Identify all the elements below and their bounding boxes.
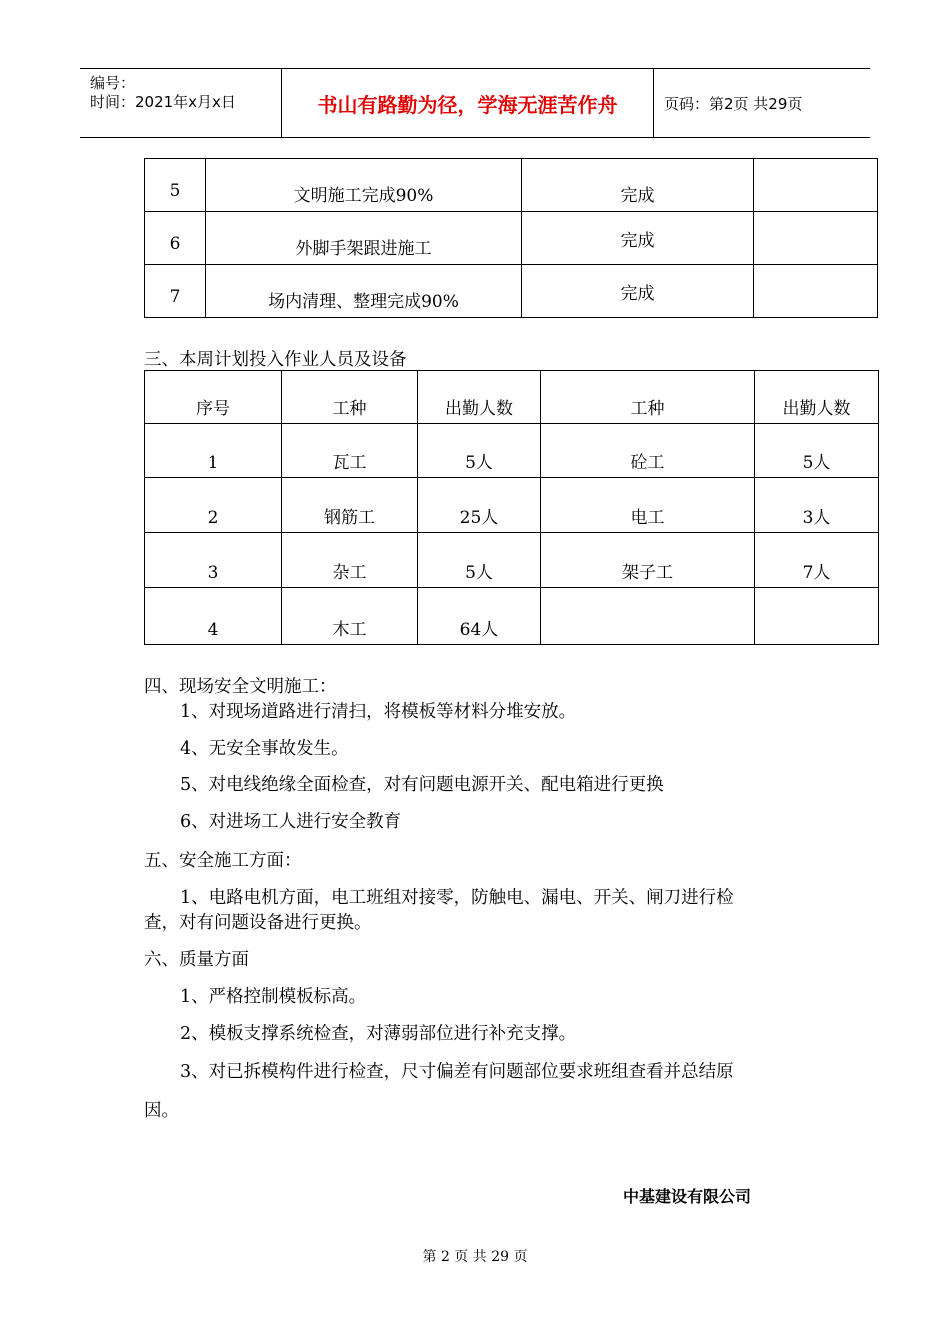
time-label: 时间：2021年x月x日: [90, 93, 236, 111]
section6-item-line2: 因。: [144, 1101, 179, 1121]
table-row: [145, 265, 878, 318]
section4-item: 4、无安全事故发生。: [180, 739, 349, 759]
table-row: [145, 478, 879, 533]
section3-title: 三、本周计划投入作业人员及设备: [144, 350, 407, 370]
table-row: [145, 159, 878, 212]
row-status: 完成: [522, 212, 754, 265]
row-status: 完成: [522, 159, 754, 212]
header-cell: 工种: [541, 371, 755, 424]
section6-item: 3、对已拆模构件进行检查，尺寸偏差有问题部位要求班组查看并总结原: [180, 1062, 734, 1082]
section4-item: 5、对电线绝缘全面检查，对有问题电源开关、配电箱进行更换: [180, 775, 664, 795]
row-item: 场内清理、整理完成90%: [206, 265, 522, 318]
header-cell: 出勤人数: [418, 371, 541, 424]
personnel-table: [144, 370, 879, 645]
table-cell: 2: [145, 478, 282, 533]
row-number: 5: [145, 159, 206, 212]
row-note: [754, 212, 878, 265]
table-cell: 25人: [418, 478, 541, 533]
table-cell: [541, 588, 755, 645]
table-cell: 杂工: [282, 533, 418, 588]
table-cell: 5人: [418, 533, 541, 588]
section5-item-line1: 1、电路电机方面，电工班组对接零，防触电、漏电、开关、闸刀进行检: [180, 888, 734, 908]
page-footer: 第 2 页 共 29 页: [422, 1249, 528, 1265]
section4-item: 6、对进场工人进行安全教育: [180, 812, 402, 832]
section6-item: 2、模板支撑系统检查，对薄弱部位进行补充支撑。: [180, 1024, 577, 1044]
header-cell: 出勤人数: [755, 371, 879, 424]
section4-item: 1、对现场道路进行清扫，将模板等材料分堆安放。: [180, 702, 577, 722]
company-name: 中基建设有限公司: [623, 1187, 752, 1206]
table-cell: 5人: [418, 424, 541, 478]
row-item: 外脚手架跟进施工: [206, 212, 522, 265]
section5-title: 五、安全施工方面：: [144, 851, 302, 871]
table-cell: 4: [145, 588, 282, 645]
table-cell: 砼工: [541, 424, 755, 478]
row-number: 7: [145, 265, 206, 318]
table-cell: 5人: [755, 424, 879, 478]
table-cell: 瓦工: [282, 424, 418, 478]
table-cell: 64人: [418, 588, 541, 645]
table-row: [145, 533, 879, 588]
table-cell: 电工: [541, 478, 755, 533]
row-note: [754, 265, 878, 318]
table-row: [145, 212, 878, 265]
section4-title: 四、现场安全文明施工：: [144, 677, 337, 697]
number-label: 编号：: [90, 74, 136, 92]
table-row: [145, 424, 879, 478]
row-number: 6: [145, 212, 206, 265]
section5-item-line2: 查，对有问题设备进行更换。: [144, 913, 372, 933]
header-cell: 工种: [282, 371, 418, 424]
table-cell: 3: [145, 533, 282, 588]
header-meta: [80, 69, 282, 137]
table-cell: [755, 588, 879, 645]
header-cell: 序号: [145, 371, 282, 424]
table-cell: 木工: [282, 588, 418, 645]
table-cell: 1: [145, 424, 282, 478]
header-motto: 书山有路勤为径，学海无涯苦作舟: [282, 69, 654, 137]
section6-title: 六、质量方面: [144, 950, 249, 970]
section6-item: 1、严格控制模板标高。: [180, 987, 367, 1007]
progress-table: [144, 158, 878, 318]
table-header-row: [145, 371, 879, 424]
row-item: 文明施工完成90%: [206, 159, 522, 212]
table-row: [145, 588, 879, 645]
table-cell: 架子工: [541, 533, 755, 588]
page-header: [80, 68, 870, 138]
row-note: [754, 159, 878, 212]
table-cell: 3人: [755, 478, 879, 533]
table-cell: 钢筋工: [282, 478, 418, 533]
header-page-label: 页码：第2页 共29页: [664, 94, 803, 113]
table-cell: 7人: [755, 533, 879, 588]
row-status: 完成: [522, 265, 754, 318]
